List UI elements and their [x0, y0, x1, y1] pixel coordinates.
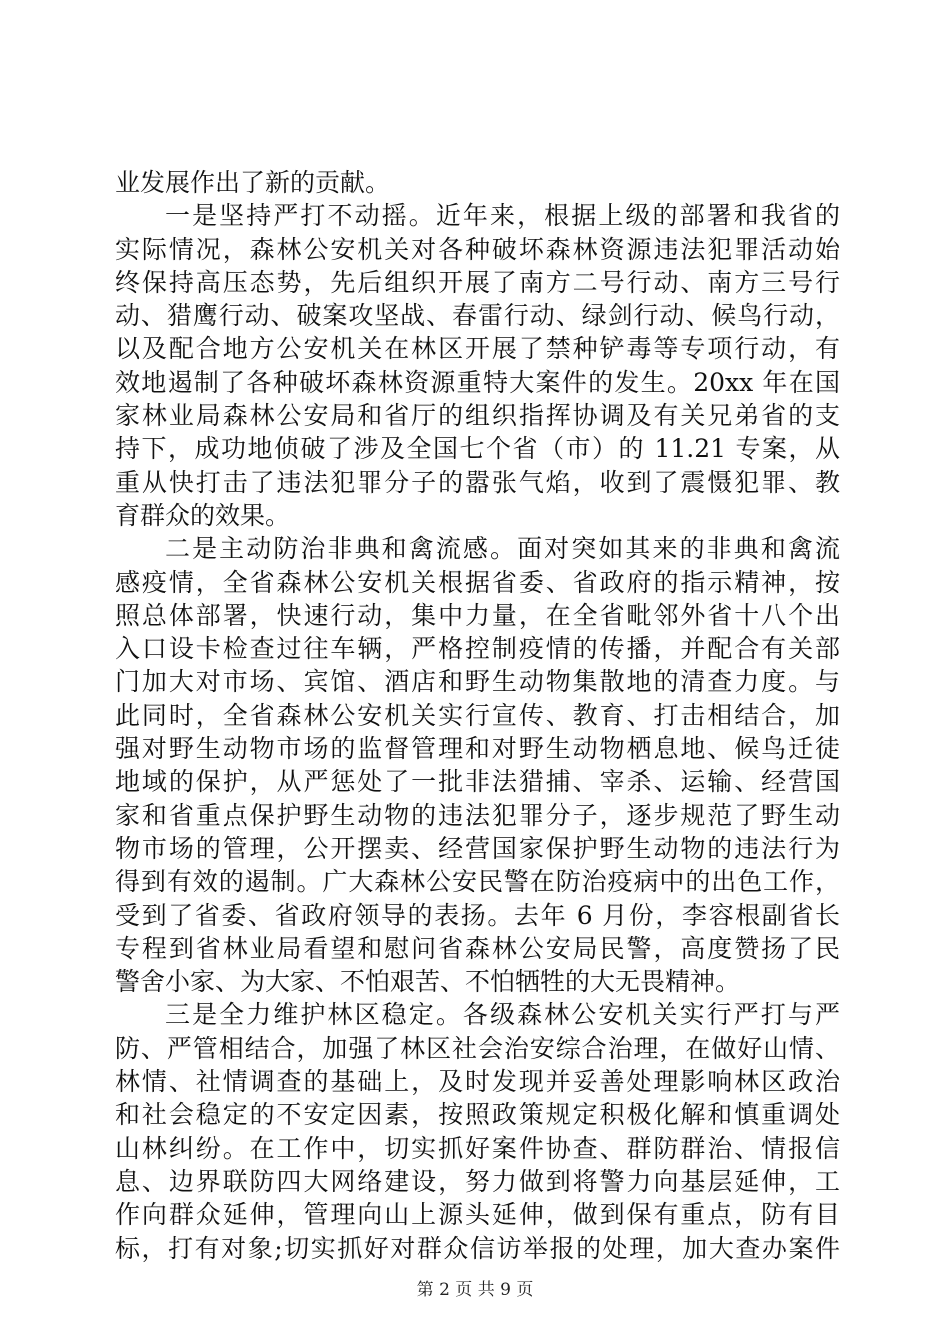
text-line: 专程到省林业局看望和慰问省森林公安局民警，高度赞扬了民: [115, 933, 840, 963]
text-line: 地域的保护，从严惩处了一批非法猎捕、宰杀、运输、经营国: [115, 767, 840, 797]
text-line: 照总体部署，快速行动，集中力量，在全省毗邻外省十八个出: [115, 600, 840, 630]
text-line: 家林业局森林公安局和省厅的组织指挥协调及有关兄弟省的支: [115, 401, 840, 431]
text-line: 此同时，全省森林公安机关实行宣传、教育、打击相结合，加: [115, 700, 840, 730]
text-line: 标，打有对象;切实抓好对群众信访举报的处理，加大查办案件: [115, 1233, 840, 1263]
body-text: [115, 166, 840, 1265]
text-line: 动、猎鹰行动、破案攻坚战、春雷行动、绿剑行动、候鸟行动，: [115, 301, 840, 331]
text-line: 三是全力维护林区稳定。各级森林公安机关实行严打与严: [165, 1000, 840, 1030]
text-line: 息、边界联防四大网络建设，努力做到将警力向基层延伸，工: [115, 1166, 840, 1196]
text-line: 作向群众延伸，管理向山上源头延伸，做到保有重点，防有目: [115, 1200, 840, 1230]
text-line: 强对野生动物市场的监督管理和对野生动物栖息地、候鸟迁徒: [115, 734, 840, 764]
text-line: 物市场的管理，公开摆卖、经营国家保护野生动物的违法行为: [115, 833, 840, 863]
text-line: 业发展作出了新的贡献。: [115, 168, 391, 197]
page-footer: 第 2 页 共 9 页: [416, 1280, 534, 1300]
text-line: 重从快打击了违法犯罪分子的嚣张气焰，收到了震慑犯罪、教: [115, 467, 840, 497]
text-line: 受到了省委、省政府领导的表扬。去年 6 月份，李容根副省长: [115, 900, 840, 930]
text-line: 持下，成功地侦破了涉及全国七个省（市）的 11.21 专案，从: [115, 434, 840, 464]
text-line: 效地遏制了各种破坏森林资源重特大案件的发生。20xx 年在国: [115, 367, 840, 397]
text-line: 门加大对市场、宾馆、酒店和野生动物集散地的清查力度。与: [115, 667, 840, 697]
text-line: 入口设卡检查过往车辆，严格控制疫情的传播，并配合有关部: [115, 634, 840, 664]
text-line: 以及配合地方公安机关在林区开展了禁种铲毒等专项行动，有: [115, 334, 840, 364]
text-line: 得到有效的遏制。广大森林公安民警在防治疫病中的出色工作，: [115, 867, 840, 897]
text-line: 和社会稳定的不安定因素，按照政策规定积极化解和慎重调处: [115, 1100, 840, 1130]
text-line: 警舍小家、为大家、不怕艰苦、不怕牺牲的大无畏精神。: [115, 967, 741, 997]
text-line: 林情、社情调查的基础上，及时发现并妥善处理影响林区政治: [115, 1067, 840, 1097]
text-line: 育群众的效果。: [115, 500, 291, 530]
text-line: 防、严管相结合，加强了林区社会治安综合治理，在做好山情、: [115, 1033, 840, 1063]
text-line: 二是主动防治非典和禽流感。面对突如其来的非典和禽流: [165, 534, 840, 564]
text-line: 实际情况，森林公安机关对各种破坏森林资源违法犯罪活动始: [115, 234, 840, 264]
text-line: 家和省重点保护野生动物的违法犯罪分子，逐步规范了野生动: [115, 800, 840, 830]
text-line: 终保持高压态势，先后组织开展了南方二号行动、南方三号行: [115, 267, 840, 297]
text-line: 感疫情，全省森林公安机关根据省委、省政府的指示精神，按: [115, 567, 840, 597]
text-line: 一是坚持严打不动摇。近年来，根据上级的部署和我省的: [165, 201, 840, 231]
text-line: 山林纠纷。在工作中，切实抓好案件协查、群防群治、情报信: [115, 1133, 840, 1163]
